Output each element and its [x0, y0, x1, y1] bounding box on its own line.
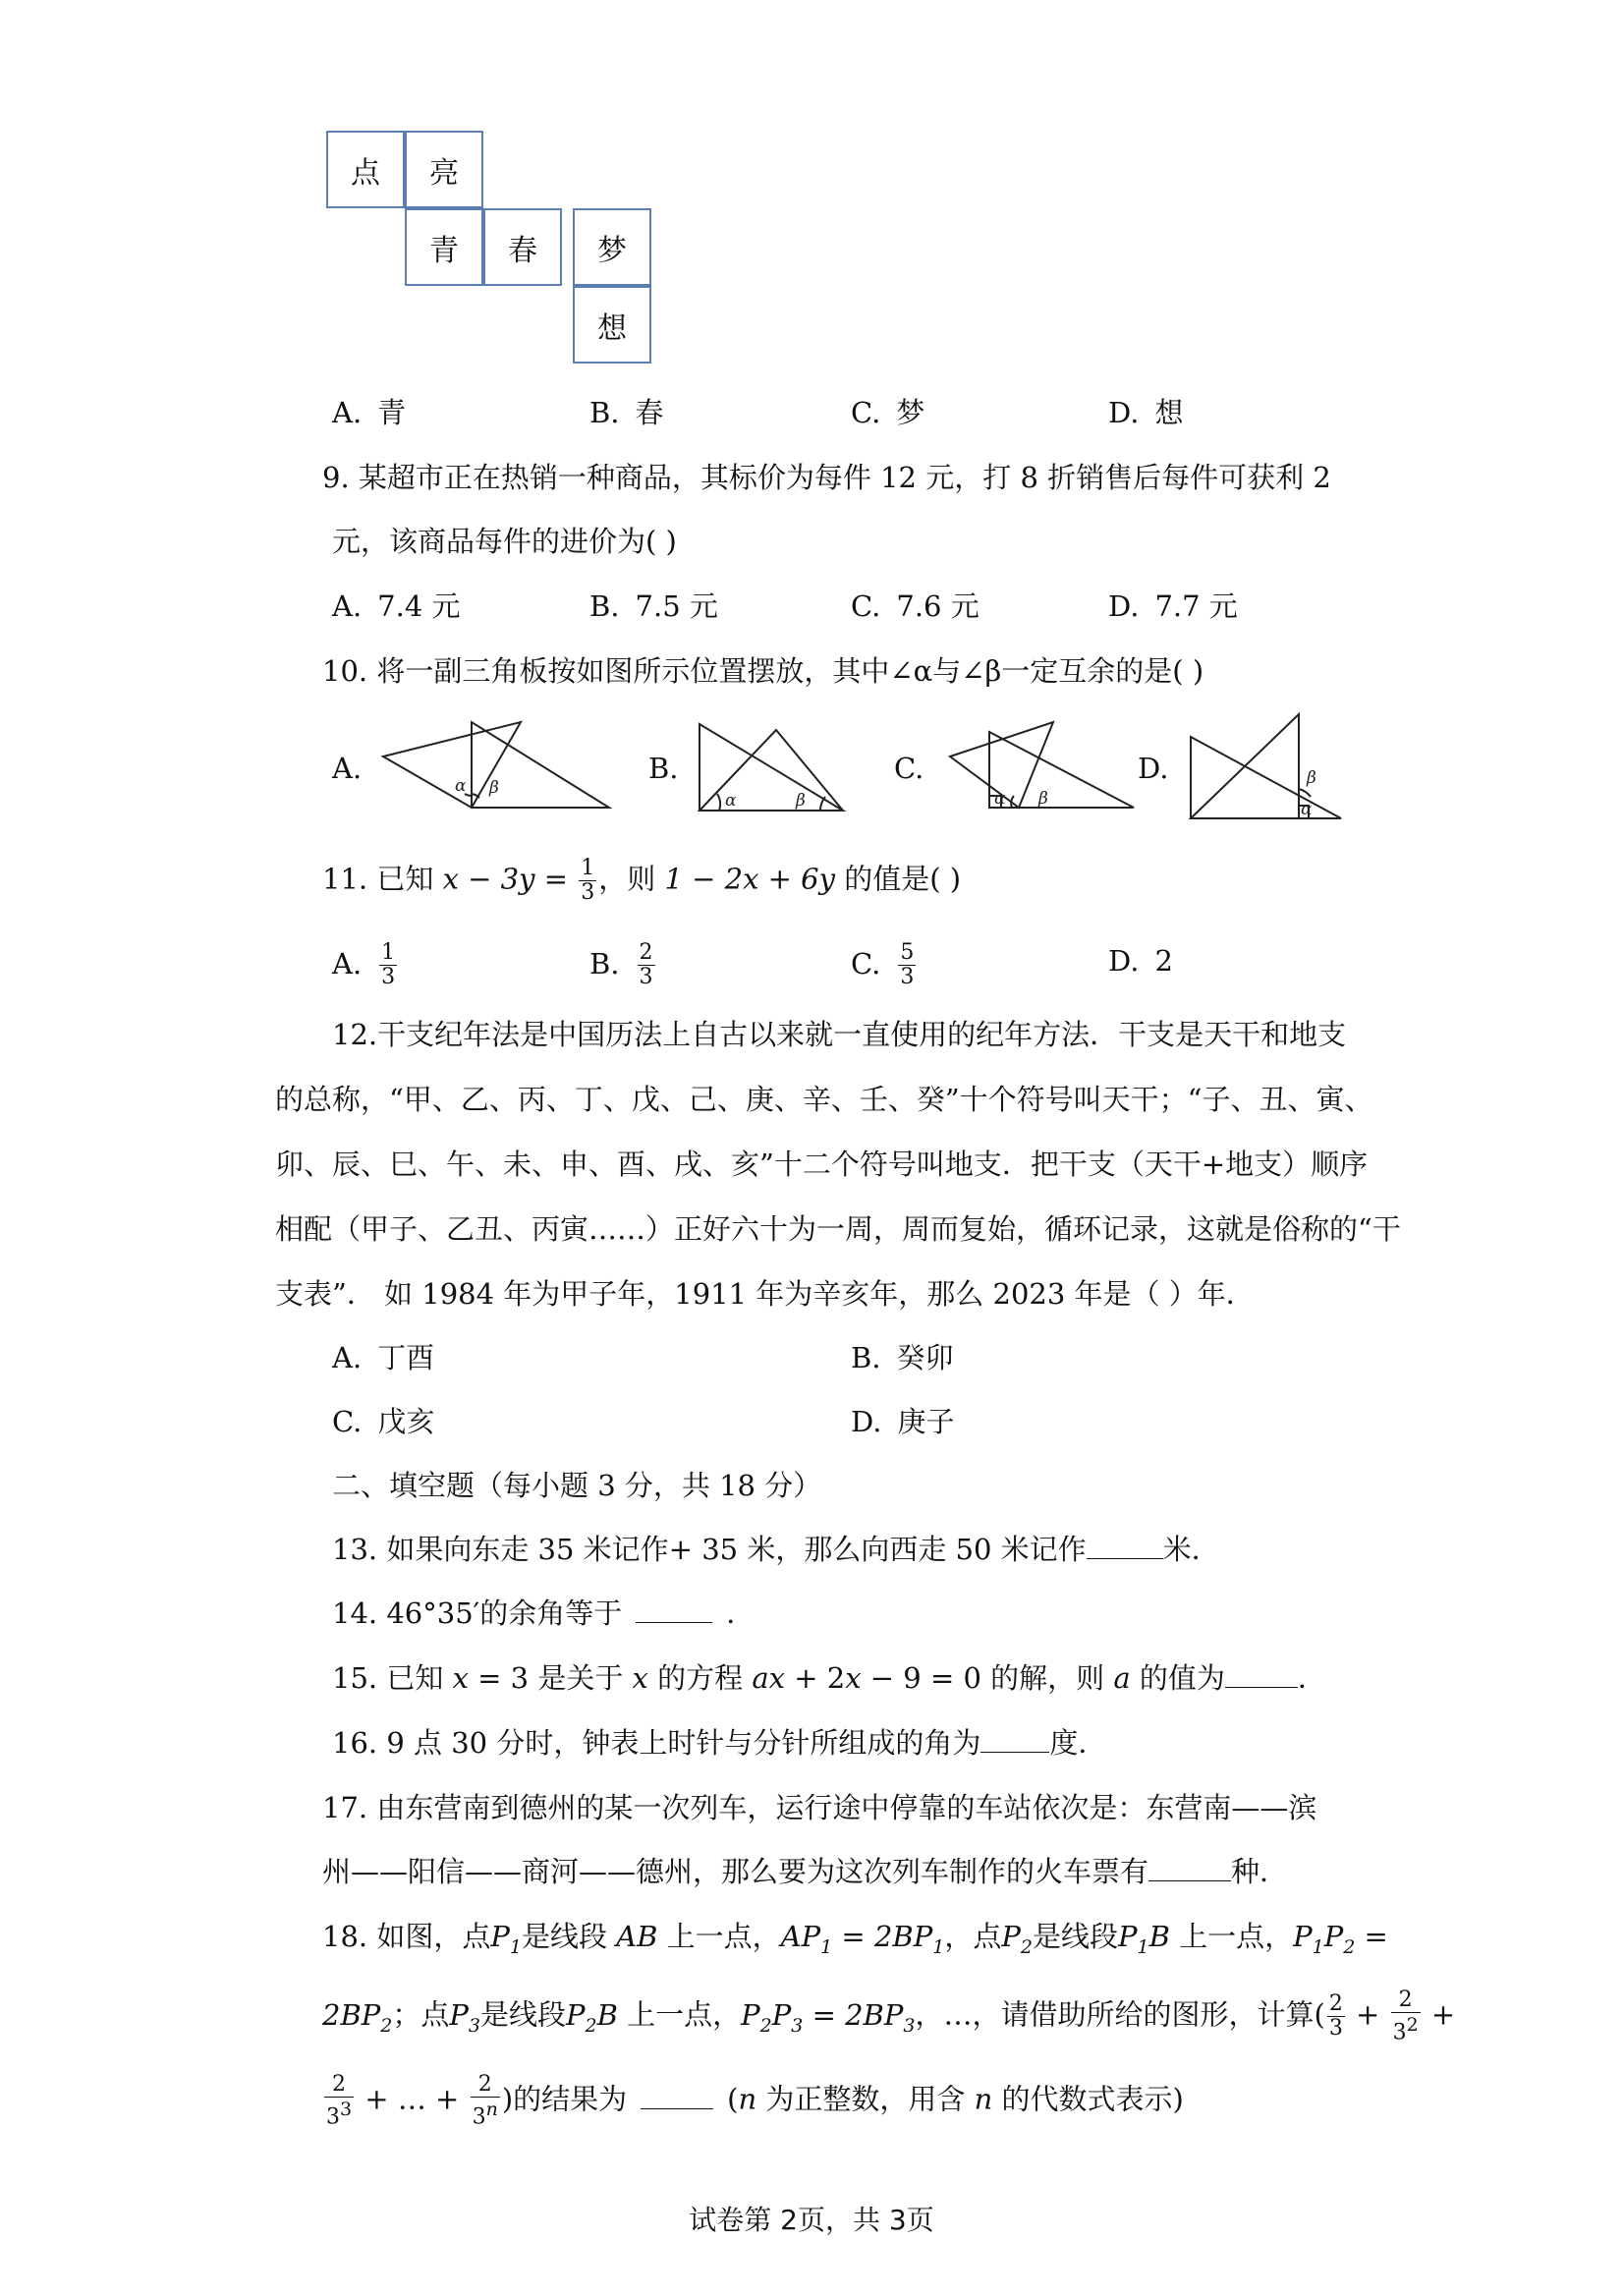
- q18-line3: $\frac{2}{3^3}$ + … + $\frac{2}{3^n}$ )的结果为 (n 为正整数，用含 n 的代数式表示): [326, 2072, 1184, 2130]
- q9-option-b: B. 7.5 元: [589, 589, 718, 623]
- net-cell: 青: [405, 208, 483, 286]
- svg-text:β: β: [489, 778, 499, 798]
- q12-option-d: D. 庚子: [851, 1405, 955, 1438]
- q11-option-a: A. $\frac{1}{3}$: [332, 940, 396, 989]
- q12-option-a: A. 丁酉: [332, 1341, 435, 1374]
- q12-option-b: B. 癸卯: [851, 1341, 954, 1374]
- q8-option-d: D. 想: [1108, 396, 1184, 429]
- q10-option-a-label: A.: [332, 752, 363, 785]
- page-footer: 试卷第 2页，共 3页: [689, 2204, 934, 2236]
- q10-option-d-label: D.: [1138, 752, 1169, 785]
- q12-line: 12.干支纪年法是中国历法上自古以来就一直使用的纪年方法．干支是天干和地支: [332, 1018, 1347, 1051]
- q11-option-c: C. $\frac{5}{3}$: [851, 940, 915, 989]
- q9-option-d: D. 7.7 元: [1108, 589, 1238, 623]
- q17-line1: 17. 由东营南到德州的某一次列车，运行途中停靠的车站依次是：东营南——滨: [322, 1791, 1317, 1824]
- q12-line: 卯、辰、巳、午、未、申、酉、戌、亥”十二个符号叫地支．把干支（天干+地支）顺序: [275, 1148, 1369, 1181]
- q18-line1: 18. 如图，点$P_1$是线段 AB 上一点，$AP_1 = 2BP_1$，点$P_2$是线段$P_1B$ 上一点，$P_1P_2$ =: [322, 1920, 1388, 1958]
- q8-option-b: B. 春: [589, 396, 664, 429]
- q10-figure-a: [378, 717, 614, 815]
- q18-line2: $2BP_2$；点$P_3$是线段$P_2B$ 上一点，$P_2P_3 = 2BP_3$，…，请借助所给的图形，计算( $\frac{2}{3}$ + $\frac{2}{3^2}$ +: [322, 1988, 1456, 2045]
- svg-text:α: α: [1301, 800, 1313, 819]
- svg-text:α: α: [994, 789, 1006, 809]
- q15: 15. 已知 x = 3 是关于 x 的方程 ax + 2x − 9 = 0 的解，则 a 的值为 ．: [332, 1661, 1326, 1695]
- q17-line2: 州——阳信——商河——德州，那么要为这次列车制作的火车票有 种．: [322, 1855, 1289, 1888]
- q12-line: 的总称，“甲、乙、丙、丁、戊、己、庚、辛、壬、癸”十个符号叫天干；“子、丑、寅、: [275, 1083, 1373, 1116]
- q8-option-c: C. 梦: [851, 396, 925, 429]
- q16: 16. 9 点 30 分时，钟表上时针与分针所组成的角为 度．: [332, 1726, 1107, 1760]
- svg-text:β: β: [1307, 768, 1316, 788]
- q9-option-c: C. 7.6 元: [851, 589, 979, 623]
- q10-stem: 10. 将一副三角板按如图所示位置摆放，其中∠α与∠β一定互余的是( ): [322, 654, 1204, 688]
- section-heading: 二、填空题（每小题 3 分，共 18 分）: [332, 1469, 822, 1502]
- q10-figure-b: [698, 722, 845, 815]
- q9-stem-line1: 9. 某超市正在热销一种商品，其标价为每件 12 元，打 8 折销售后每件可获利 2: [322, 461, 1331, 494]
- svg-text:α: α: [455, 776, 467, 796]
- q12-line: 支表”． 如 1984 年为甲子年，1911 年为辛亥年，那么 2023 年是（ ）年．: [275, 1277, 1255, 1311]
- q10-option-b-label: B.: [648, 752, 679, 785]
- net-cell: 点: [326, 131, 405, 208]
- q8-option-a: A. 青: [332, 396, 407, 429]
- q11-option-d: D. 2: [1108, 944, 1173, 978]
- net-cell: 亮: [405, 131, 483, 208]
- q10-figure-c: [945, 717, 1142, 815]
- net-cell: 梦: [573, 208, 651, 286]
- q11-option-b: B. $\frac{2}{3}$: [589, 940, 653, 989]
- q11-stem: 11. 已知 x − 3y = $\frac{1}{3}$ ，则 1 − 2x + 6y 的值是( ): [322, 856, 962, 905]
- net-cell: 想: [573, 286, 651, 364]
- q10-option-c-label: C.: [894, 752, 924, 785]
- svg-text:β: β: [1038, 789, 1048, 809]
- q12-line: 相配（甲子、乙丑、丙寅……）正好六十为一周，周而复始，循环记录，这就是俗称的“干: [275, 1212, 1401, 1246]
- svg-text:β: β: [796, 791, 806, 811]
- q13: 13. 如果向东走 35 米记作+ 35 米，那么向西走 50 米记作 米．: [332, 1533, 1220, 1566]
- svg-text:α: α: [725, 791, 737, 811]
- q9-stem-line2: 元，该商品每件的进价为( ): [332, 525, 677, 558]
- net-cell: 春: [483, 208, 562, 286]
- q10-figure-d: [1189, 712, 1346, 820]
- q14: 14. 46°35′的余角等于 ．: [332, 1596, 756, 1630]
- q9-option-a: A. 7.4 元: [332, 589, 461, 623]
- q12-option-c: C. 戊亥: [332, 1405, 435, 1438]
